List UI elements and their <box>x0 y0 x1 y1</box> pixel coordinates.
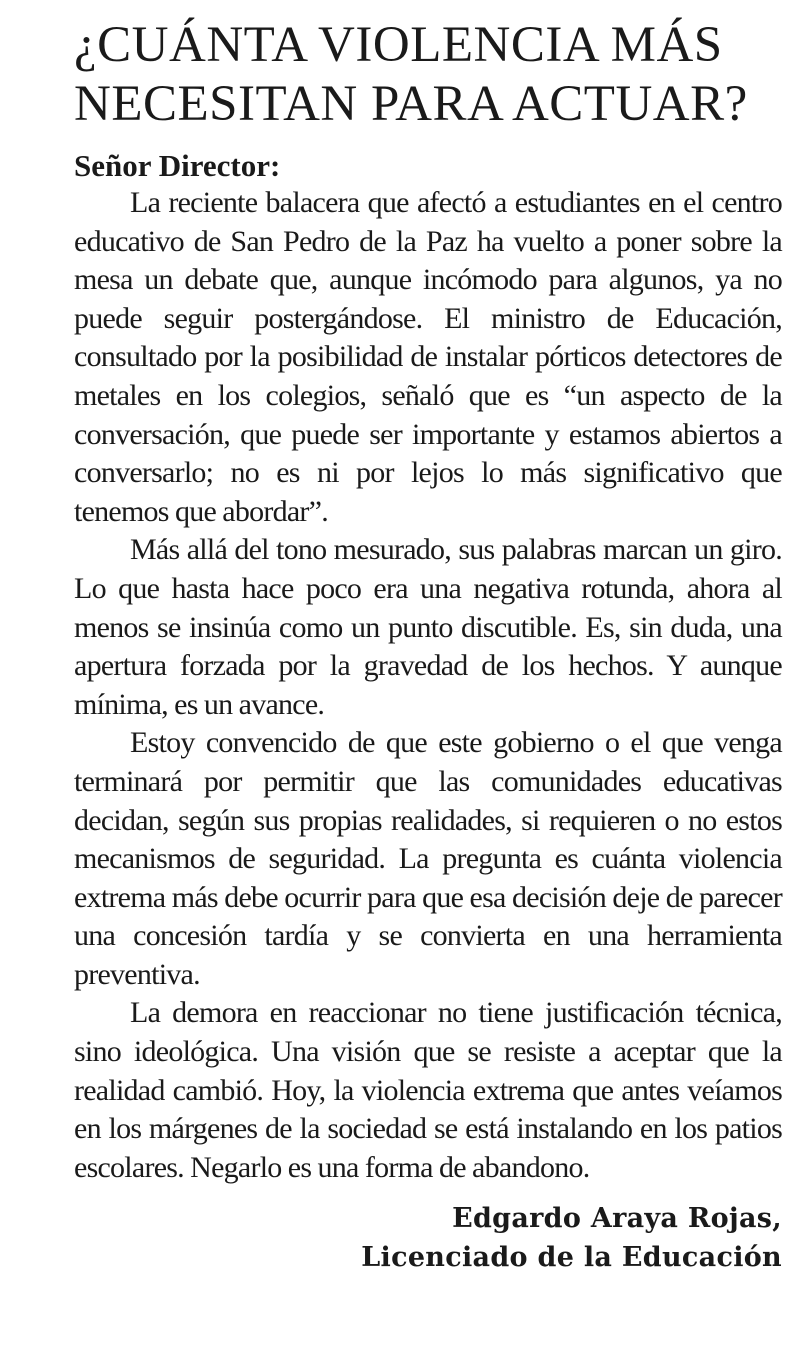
signature <box>74 1199 782 1277</box>
paragraph-3: Estoy convencido de que este gobierno o el que venga terminará por permitir que las comunidades educativas decidan, según sus propias realidades, si requieren o no estos mecanismos de seguridad. La pregunta es cuánta violencia extrema más debe ocurrir para que esa decisión deje de parecer una concesión tardía y se convierta en una herramienta preventiva. <box>74 726 782 991</box>
paragraph-1: La reciente balacera que afectó a estudiantes en el centro educativo de San Pedro de la Paz ha vuelto a poner sobre la mesa un debate que, aunque incómodo para algunos, ya no puede seguir postergándose. El ministro de Educación, consultado por la posibilidad de instalar pórticos detectores de metales en los colegios, señaló que es “un aspecto de la conversación, que puede ser importante y estamos abiertos a conversarlo; no es ni por lejos lo más significativo que tenemos que abordar”. <box>74 186 782 528</box>
author-title: Licenciado de la Educación <box>361 1242 782 1274</box>
paragraph-4: La demora en reaccionar no tiene justificación técnica, sino ideológica. Una visión que se resiste a aceptar que la realidad cambió. Hoy, la violencia extrema que antes veíamos en los márgenes de la sociedad se está instalando en los patios escolares. Negarlo es una forma de abandono. <box>74 996 782 1184</box>
headline-line-1: ¿CUÁNTA VIOLENCIA MÁS <box>74 17 723 73</box>
paragraph-2: Más allá del tono mesurado, sus palabras marcan un giro. Lo que hasta hace poco era una negativa rotunda, ahora al menos se insinúa como un punto discutible. Es, sin duda, una apertura forzada por la gravedad de los hechos. Y aunque mínima, es un avance. <box>74 533 782 721</box>
author-name: Edgardo Araya Rojas, <box>452 1203 782 1235</box>
salutation: Señor Director: <box>74 148 281 183</box>
headline-line-2: NECESITAN PARA ACTUAR? <box>74 76 748 132</box>
headline <box>74 16 782 134</box>
